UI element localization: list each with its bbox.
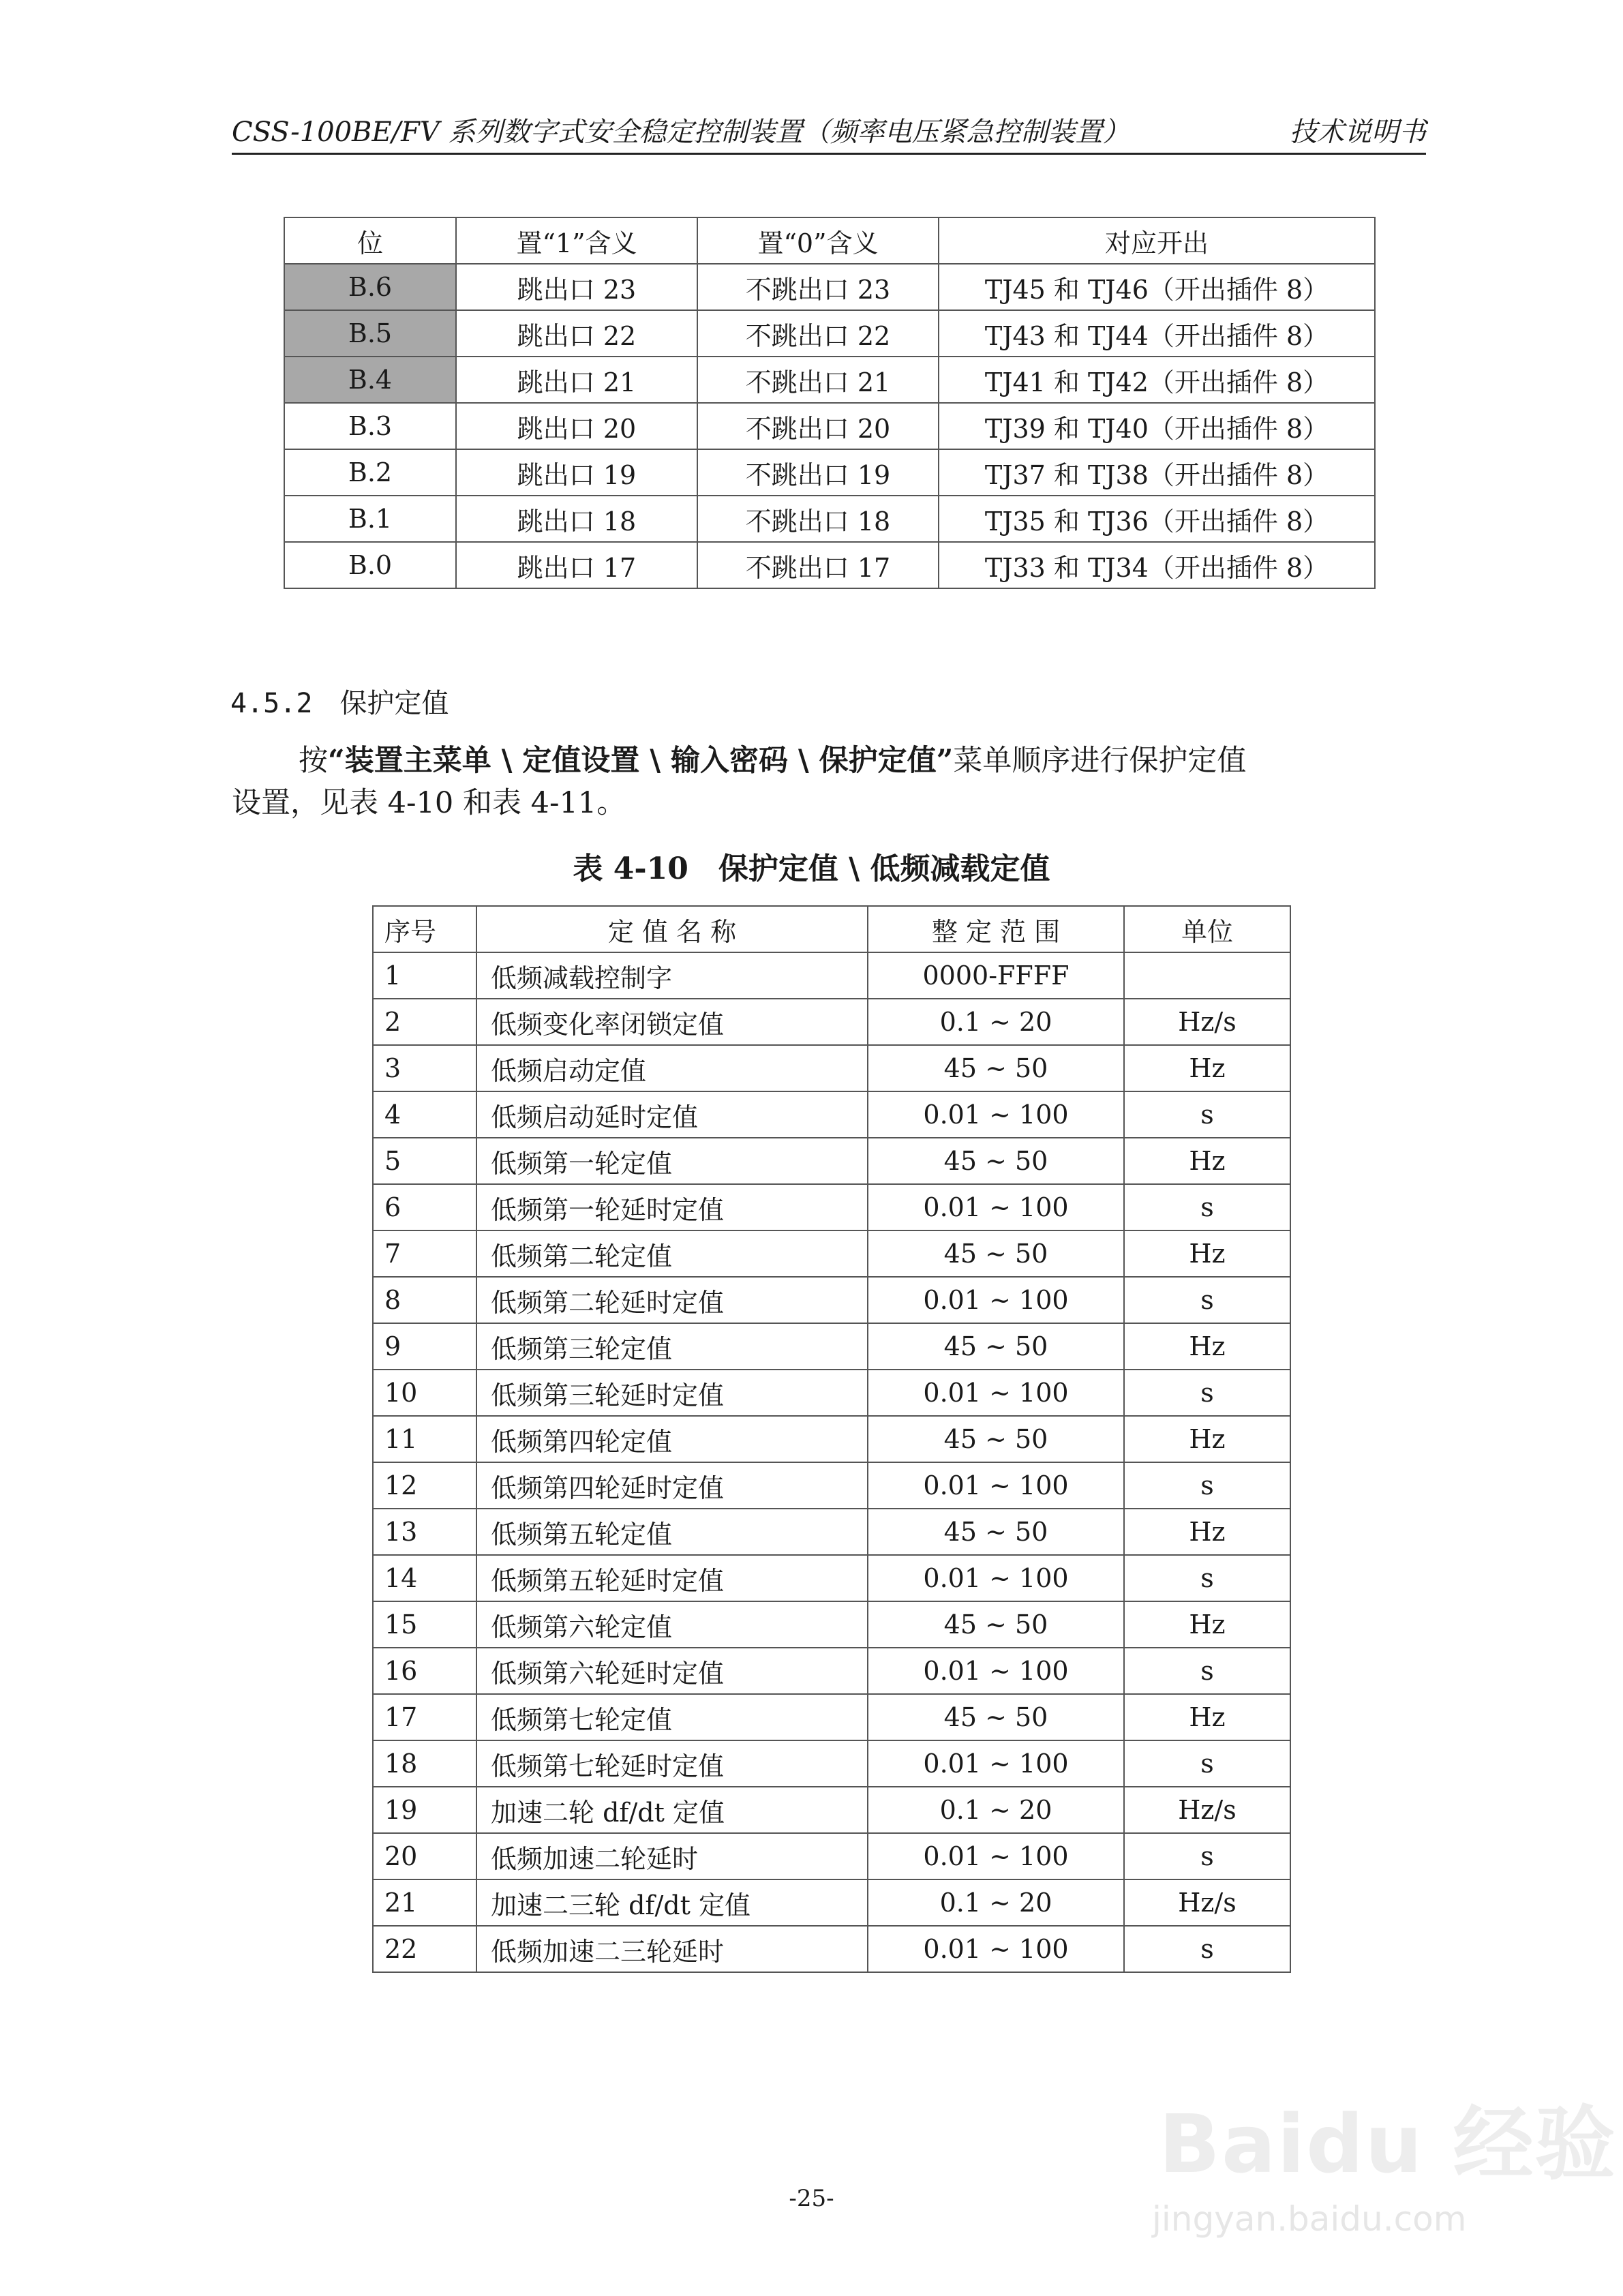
- column-header: 单位: [1124, 906, 1290, 952]
- name-cell: 低频启动定值: [476, 1045, 868, 1091]
- range-cell: 0.1 ~ 20: [868, 1787, 1124, 1833]
- range-cell: 0000-FFFF: [868, 952, 1124, 999]
- unit-cell: [1124, 952, 1290, 999]
- paragraph-text: 按: [299, 744, 328, 778]
- set1-cell: 跳出口 20: [456, 403, 697, 449]
- output-cell: TJ35 和 TJ36（开出插件 8）: [939, 496, 1375, 542]
- table-caption: 表 4-10 保护定值 \ 低频减载定值: [573, 851, 1050, 886]
- set1-cell: 跳出口 21: [456, 357, 697, 403]
- unit-cell: Hz/s: [1124, 1879, 1290, 1926]
- name-cell: 低频第二轮定值: [476, 1230, 868, 1277]
- range-cell: 45 ~ 50: [868, 1509, 1124, 1555]
- paragraph-line-1: [232, 740, 1431, 781]
- output-cell: TJ45 和 TJ46（开出插件 8）: [939, 264, 1375, 310]
- name-cell: 低频第六轮延时定值: [476, 1648, 868, 1694]
- seq-cell: 3: [373, 1045, 476, 1091]
- table-header-row: [373, 906, 1290, 952]
- seq-cell: 21: [373, 1879, 476, 1926]
- name-cell: 低频第七轮延时定值: [476, 1740, 868, 1787]
- unit-cell: Hz/s: [1124, 999, 1290, 1045]
- range-cell: 0.01 ~ 100: [868, 1091, 1124, 1138]
- name-cell: 低频第三轮延时定值: [476, 1370, 868, 1416]
- column-header: 置“1”含义: [456, 217, 697, 264]
- seq-cell: 1: [373, 952, 476, 999]
- name-cell: 低频启动延时定值: [476, 1091, 868, 1138]
- header-title: CSS-100BE/FV 系列数字式安全稳定控制装置（频率电压紧急控制装置）: [232, 117, 1130, 148]
- set1-cell: 跳出口 22: [456, 310, 697, 357]
- range-cell: 45 ~ 50: [868, 1601, 1124, 1648]
- name-cell: 低频第三轮定值: [476, 1323, 868, 1370]
- seq-cell: 2: [373, 999, 476, 1045]
- name-cell: 低频加速二三轮延时: [476, 1926, 868, 1972]
- set1-cell: 跳出口 19: [456, 449, 697, 496]
- section-title: 保护定值: [339, 688, 449, 719]
- table-row: [284, 496, 1375, 542]
- seq-cell: 14: [373, 1555, 476, 1601]
- table-row: [373, 1740, 1290, 1787]
- seq-cell: 8: [373, 1277, 476, 1323]
- bit-cell: B.2: [284, 449, 456, 496]
- set0-cell: 不跳出口 19: [697, 449, 939, 496]
- range-cell: 0.01 ~ 100: [868, 1833, 1124, 1879]
- table-row: [373, 1787, 1290, 1833]
- section-heading: [230, 682, 449, 721]
- seq-cell: 12: [373, 1462, 476, 1509]
- menu-path: “装置主菜单 \ 定值设置 \ 输入密码 \ 保护定值”: [328, 744, 954, 778]
- range-cell: 0.01 ~ 100: [868, 1740, 1124, 1787]
- section-number: 4.5.2: [230, 688, 313, 719]
- set1-cell: 跳出口 17: [456, 542, 697, 588]
- set0-cell: 不跳出口 20: [697, 403, 939, 449]
- unit-cell: s: [1124, 1833, 1290, 1879]
- output-cell: TJ43 和 TJ44（开出插件 8）: [939, 310, 1375, 357]
- settings-table: [372, 905, 1291, 1973]
- unit-cell: s: [1124, 1370, 1290, 1416]
- seq-cell: 11: [373, 1416, 476, 1462]
- bit-cell: B.3: [284, 403, 456, 449]
- range-cell: 0.1 ~ 20: [868, 1879, 1124, 1926]
- range-cell: 0.01 ~ 100: [868, 1370, 1124, 1416]
- range-cell: 0.01 ~ 100: [868, 1648, 1124, 1694]
- seq-cell: 15: [373, 1601, 476, 1648]
- seq-cell: 16: [373, 1648, 476, 1694]
- header-doc-type: 技术说明书: [1290, 117, 1426, 148]
- range-cell: 0.01 ~ 100: [868, 1555, 1124, 1601]
- table-row: [373, 952, 1290, 999]
- name-cell: 低频第四轮定值: [476, 1416, 868, 1462]
- range-cell: 45 ~ 50: [868, 1230, 1124, 1277]
- unit-cell: s: [1124, 1091, 1290, 1138]
- unit-cell: Hz/s: [1124, 1787, 1290, 1833]
- unit-cell: s: [1124, 1648, 1290, 1694]
- paragraph-text: 菜单顺序进行保护定值: [953, 744, 1247, 778]
- seq-cell: 13: [373, 1509, 476, 1555]
- name-cell: 低频第一轮定值: [476, 1138, 868, 1184]
- column-header: 对应开出: [939, 217, 1375, 264]
- name-cell: 低频加速二轮延时: [476, 1833, 868, 1879]
- table-row: [284, 403, 1375, 449]
- table-row: [373, 1879, 1290, 1926]
- table-row: [373, 1555, 1290, 1601]
- table-row: [373, 1045, 1290, 1091]
- range-cell: 45 ~ 50: [868, 1138, 1124, 1184]
- table-row: [373, 1230, 1290, 1277]
- table-row: [373, 1277, 1290, 1323]
- page-header: [232, 115, 1426, 155]
- column-header: 定 值 名 称: [476, 906, 868, 952]
- set0-cell: 不跳出口 21: [697, 357, 939, 403]
- table-row: [373, 1694, 1290, 1740]
- unit-cell: Hz: [1124, 1601, 1290, 1648]
- unit-cell: s: [1124, 1277, 1290, 1323]
- column-header: 整 定 范 围: [868, 906, 1124, 952]
- range-cell: 0.1 ~ 20: [868, 999, 1124, 1045]
- seq-cell: 22: [373, 1926, 476, 1972]
- name-cell: 低频第一轮延时定值: [476, 1184, 868, 1230]
- set0-cell: 不跳出口 23: [697, 264, 939, 310]
- paragraph-line-2: 设置，见表 4-10 和表 4-11。: [232, 786, 626, 820]
- table-row: [284, 449, 1375, 496]
- unit-cell: s: [1124, 1184, 1290, 1230]
- watermark-url: jingyan.baidu.com: [1152, 2199, 1467, 2239]
- range-cell: 0.01 ~ 100: [868, 1184, 1124, 1230]
- range-cell: 45 ~ 50: [868, 1416, 1124, 1462]
- output-cell: TJ37 和 TJ38（开出插件 8）: [939, 449, 1375, 496]
- name-cell: 加速二三轮 df/dt 定值: [476, 1879, 868, 1926]
- name-cell: 低频第五轮延时定值: [476, 1555, 868, 1601]
- unit-cell: Hz: [1124, 1416, 1290, 1462]
- table-row: [284, 357, 1375, 403]
- name-cell: 加速二轮 df/dt 定值: [476, 1787, 868, 1833]
- unit-cell: Hz: [1124, 1045, 1290, 1091]
- table-row: [373, 1091, 1290, 1138]
- unit-cell: Hz: [1124, 1138, 1290, 1184]
- unit-cell: s: [1124, 1926, 1290, 1972]
- set0-cell: 不跳出口 17: [697, 542, 939, 588]
- unit-cell: s: [1124, 1462, 1290, 1509]
- table-row: [284, 310, 1375, 357]
- seq-cell: 9: [373, 1323, 476, 1370]
- table-row: [373, 999, 1290, 1045]
- set1-cell: 跳出口 18: [456, 496, 697, 542]
- column-header: 位: [284, 217, 456, 264]
- seq-cell: 19: [373, 1787, 476, 1833]
- table-row: [373, 1926, 1290, 1972]
- name-cell: 低频第六轮定值: [476, 1601, 868, 1648]
- table-row: [373, 1648, 1290, 1694]
- table-row: [373, 1833, 1290, 1879]
- name-cell: 低频变化率闭锁定值: [476, 999, 868, 1045]
- bit-cell: B.4: [284, 357, 456, 403]
- seq-cell: 17: [373, 1694, 476, 1740]
- set0-cell: 不跳出口 22: [697, 310, 939, 357]
- unit-cell: Hz: [1124, 1230, 1290, 1277]
- table-row: [284, 264, 1375, 310]
- bits-table: [284, 217, 1376, 589]
- table-row: [373, 1509, 1290, 1555]
- range-cell: 45 ~ 50: [868, 1045, 1124, 1091]
- column-header: 置“0”含义: [697, 217, 939, 264]
- table-row: [373, 1138, 1290, 1184]
- seq-cell: 7: [373, 1230, 476, 1277]
- seq-cell: 10: [373, 1370, 476, 1416]
- unit-cell: s: [1124, 1740, 1290, 1787]
- bit-cell: B.1: [284, 496, 456, 542]
- page-number: -25-: [789, 2185, 834, 2212]
- name-cell: 低频第二轮延时定值: [476, 1277, 868, 1323]
- column-header: 序号: [373, 906, 476, 952]
- table-header-row: [284, 217, 1375, 264]
- set1-cell: 跳出口 23: [456, 264, 697, 310]
- seq-cell: 20: [373, 1833, 476, 1879]
- range-cell: 0.01 ~ 100: [868, 1277, 1124, 1323]
- range-cell: 45 ~ 50: [868, 1694, 1124, 1740]
- table-row: [373, 1416, 1290, 1462]
- seq-cell: 4: [373, 1091, 476, 1138]
- unit-cell: Hz: [1124, 1323, 1290, 1370]
- name-cell: 低频第四轮延时定值: [476, 1462, 868, 1509]
- unit-cell: Hz: [1124, 1509, 1290, 1555]
- table-row: [373, 1601, 1290, 1648]
- bit-cell: B.5: [284, 310, 456, 357]
- watermark: [1125, 2079, 1617, 2256]
- seq-cell: 5: [373, 1138, 476, 1184]
- range-cell: 0.01 ~ 100: [868, 1462, 1124, 1509]
- bit-cell: B.0: [284, 542, 456, 588]
- name-cell: 低频第五轮定值: [476, 1509, 868, 1555]
- range-cell: 0.01 ~ 100: [868, 1926, 1124, 1972]
- name-cell: 低频第七轮定值: [476, 1694, 868, 1740]
- output-cell: TJ39 和 TJ40（开出插件 8）: [939, 403, 1375, 449]
- unit-cell: s: [1124, 1555, 1290, 1601]
- output-cell: TJ33 和 TJ34（开出插件 8）: [939, 542, 1375, 588]
- name-cell: 低频减载控制字: [476, 952, 868, 999]
- table-row: [373, 1184, 1290, 1230]
- bit-cell: B.6: [284, 264, 456, 310]
- range-cell: 45 ~ 50: [868, 1323, 1124, 1370]
- unit-cell: Hz: [1124, 1694, 1290, 1740]
- watermark-logo: Baidu 经验: [1159, 2097, 1617, 2191]
- seq-cell: 6: [373, 1184, 476, 1230]
- seq-cell: 18: [373, 1740, 476, 1787]
- table-row: [373, 1462, 1290, 1509]
- table-row: [284, 542, 1375, 588]
- table-row: [373, 1370, 1290, 1416]
- set0-cell: 不跳出口 18: [697, 496, 939, 542]
- table-row: [373, 1323, 1290, 1370]
- output-cell: TJ41 和 TJ42（开出插件 8）: [939, 357, 1375, 403]
